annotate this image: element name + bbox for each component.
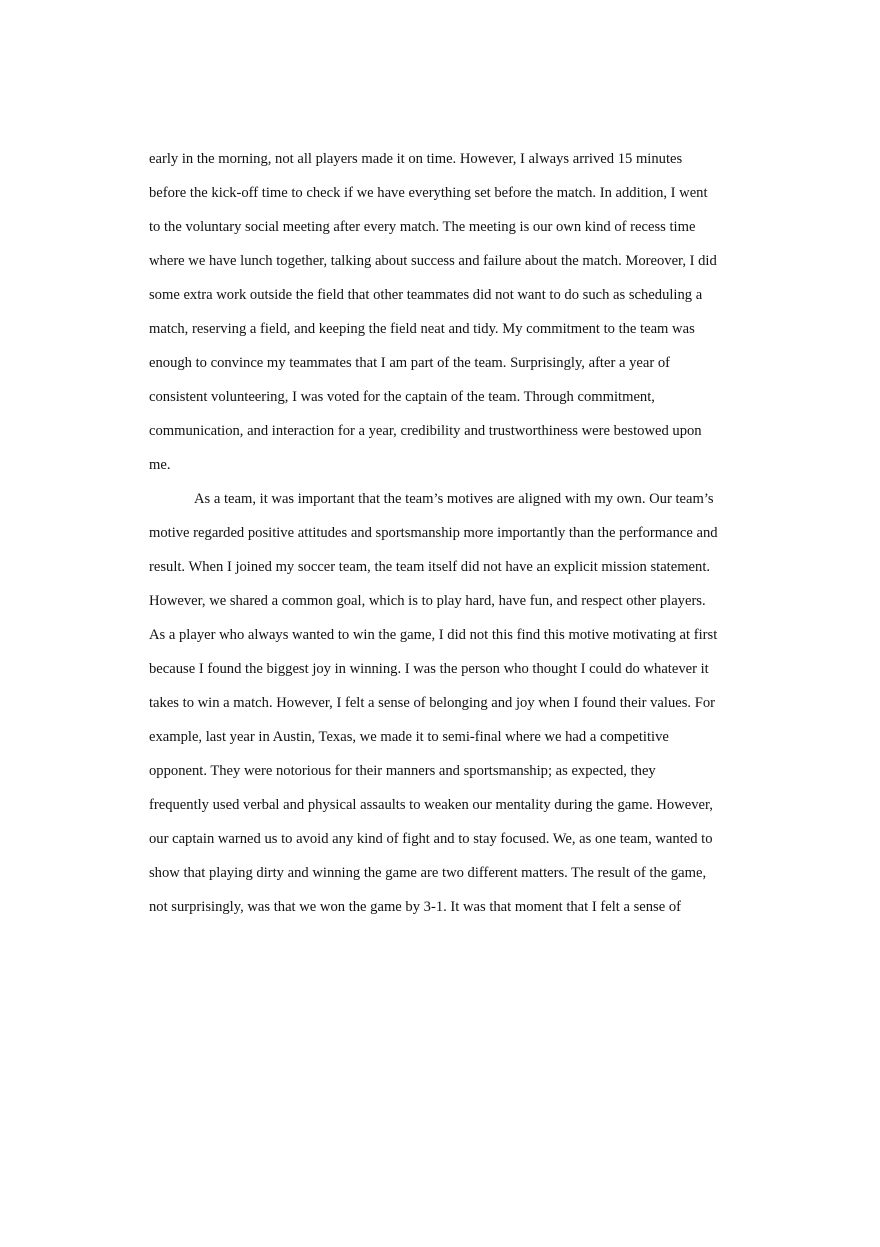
- text-line: motive regarded positive attitudes and sportsmanship more importantly than the performance and: [149, 525, 718, 541]
- text-line: As a player who always wanted to win the game, I did not this find this motive motivating at first: [149, 627, 718, 643]
- text-line: takes to win a match. However, I felt a sense of belonging and joy when I found their values. For: [149, 695, 715, 711]
- text-line: result. When I joined my soccer team, the team itself did not have an explicit mission statement.: [149, 559, 711, 575]
- text-line: where we have lunch together, talking about success and failure about the match. Moreover, I did: [149, 253, 717, 269]
- text-line: consistent volunteering, I was voted for the captain of the team. Through commitment,: [149, 389, 655, 405]
- paragraph-first-line: As a team, it was important that the team’s motives are aligned with my own. Our team’s: [194, 491, 714, 507]
- text-line: to the voluntary social meeting after every match. The meeting is our own kind of recess time: [149, 219, 696, 235]
- text-line: early in the morning, not all players made it on time. However, I always arrived 15 minutes: [149, 151, 683, 167]
- text-line: communication, and interaction for a year, credibility and trustworthiness were bestowed upon: [149, 423, 702, 439]
- text-line: me.: [149, 457, 171, 473]
- text-line: before the kick-off time to check if we have everything set before the match. In addition, I went: [149, 185, 708, 201]
- text-line: opponent. They were notorious for their manners and sportsmanship; as expected, they: [149, 763, 656, 779]
- text-line: some extra work outside the field that other teammates did not want to do such as scheduling a: [149, 287, 703, 303]
- body-text: [149, 145, 739, 927]
- text-line: because I found the biggest joy in winning. I was the person who thought I could do whatever it: [149, 661, 709, 677]
- text-line: enough to convince my teammates that I am part of the team. Surprisingly, after a year of: [149, 355, 671, 371]
- text-line: not surprisingly, was that we won the game by 3-1. It was that moment that I felt a sense of: [149, 899, 682, 915]
- text-line: show that playing dirty and winning the game are two different matters. The result of the game,: [149, 865, 707, 881]
- text-line: example, last year in Austin, Texas, we made it to semi-final where we had a competitive: [149, 729, 669, 745]
- text-line: However, we shared a common goal, which is to play hard, have fun, and respect other players.: [149, 593, 706, 609]
- text-line: match, reserving a field, and keeping the field neat and tidy. My commitment to the team was: [149, 321, 695, 337]
- text-line: our captain warned us to avoid any kind of fight and to stay focused. We, as one team, wanted to: [149, 831, 713, 847]
- text-line: frequently used verbal and physical assaults to weaken our mentality during the game. However,: [149, 797, 713, 813]
